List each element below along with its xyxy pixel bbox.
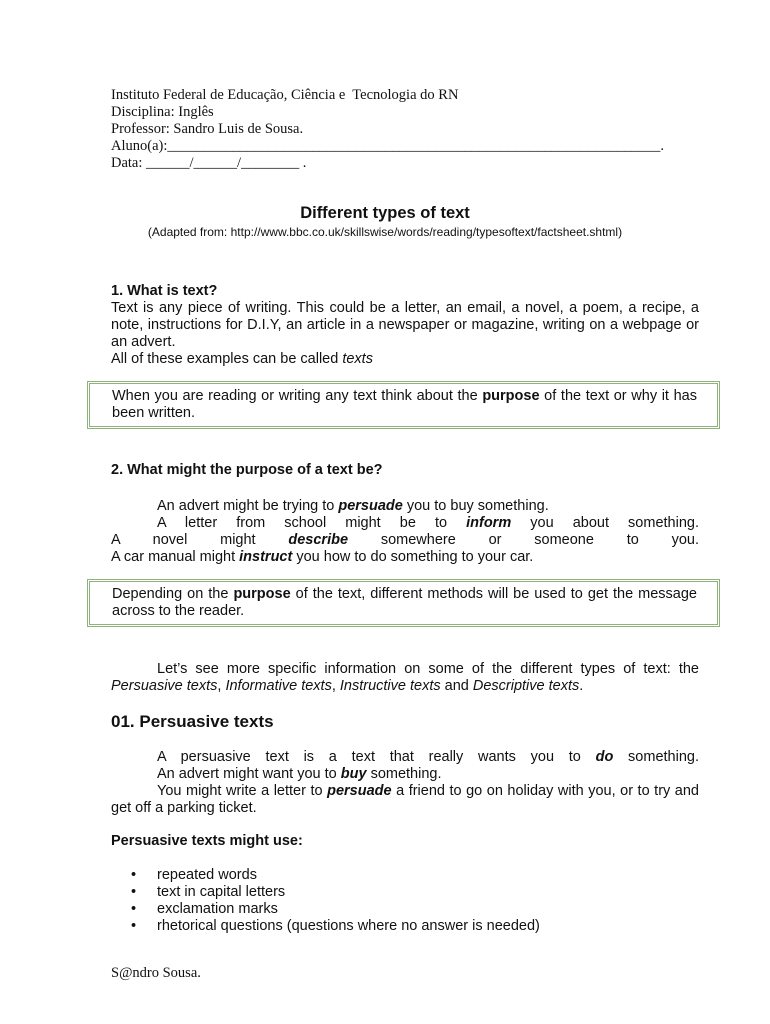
bold-text: purpose bbox=[233, 586, 291, 602]
list-item bbox=[111, 867, 699, 884]
title-block bbox=[0, 203, 770, 240]
persuasive-line bbox=[111, 783, 699, 817]
text-run: somewhere or someone to you. bbox=[348, 532, 699, 548]
text-type-name: Instructive texts bbox=[339, 678, 441, 694]
emphasis-text: persuade bbox=[338, 498, 403, 514]
persuasive-line bbox=[111, 749, 699, 766]
page-title: Different types of text bbox=[300, 204, 470, 222]
emphasis-text: buy bbox=[340, 766, 367, 782]
persuasive-description bbox=[111, 749, 699, 817]
list-item-text: exclamation marks bbox=[157, 901, 278, 917]
persuasive-line bbox=[111, 766, 699, 783]
text-run: and bbox=[440, 678, 473, 694]
emphasis-text: persuade bbox=[327, 783, 392, 799]
section-purpose bbox=[111, 462, 699, 566]
text-run: A persuasive text is a text that really wants you to bbox=[157, 749, 596, 765]
emphasis-text: describe bbox=[288, 532, 349, 548]
text-run: , bbox=[217, 678, 226, 694]
text-run: An advert might be trying to bbox=[157, 498, 339, 514]
teacher-line: Professor: Sandro Luis de Sousa. bbox=[111, 121, 304, 137]
purpose-callout-box bbox=[87, 381, 720, 429]
list-item-text: text in capital letters bbox=[157, 884, 286, 900]
section-heading: 1. What is text? bbox=[111, 283, 218, 299]
emphasis-text: do bbox=[595, 749, 614, 765]
text-run: of the text or why it has been written. bbox=[112, 388, 697, 421]
text-run: A letter from school might be to bbox=[157, 515, 467, 531]
bold-text: purpose bbox=[482, 388, 540, 404]
text-run: An advert might want you to bbox=[157, 766, 341, 782]
bullet-list bbox=[111, 867, 699, 935]
bullet-icon: • bbox=[131, 884, 137, 900]
text-run: you about something. bbox=[511, 515, 699, 531]
list-item-text: repeated words bbox=[157, 867, 257, 883]
text-type-name: Persuasive texts bbox=[111, 678, 218, 694]
text-run: You might write a letter to bbox=[157, 783, 328, 799]
emphasis-text: texts bbox=[342, 351, 373, 367]
institution-line: Instituto Federal de Educação, Ciência e Tecnologia do RN bbox=[111, 87, 459, 103]
emphasis-text: inform bbox=[466, 515, 512, 531]
text-run: Let’s see more specific information on some of the different types of text: the bbox=[157, 661, 699, 677]
emphasis-text: instruct bbox=[239, 549, 293, 565]
text-run: When you are reading or writing any text think about the bbox=[112, 388, 483, 404]
text-run: something. bbox=[613, 749, 699, 765]
text-run: . bbox=[579, 678, 584, 694]
persuasive-uses-list bbox=[111, 867, 699, 935]
text-type-name: Informative texts bbox=[225, 678, 332, 694]
list-item bbox=[111, 918, 699, 935]
text-type-name: Descriptive texts bbox=[472, 678, 580, 694]
text-run: of the text, different methods will be used to get the message across to the reader. bbox=[112, 586, 698, 619]
bullet-icon: • bbox=[131, 901, 137, 917]
bullet-icon: • bbox=[131, 867, 137, 883]
intro-paragraph bbox=[111, 661, 699, 695]
list-item bbox=[111, 901, 699, 918]
list-item-text: rhetorical questions (questions where no answer is needed) bbox=[157, 918, 540, 934]
text-run: A novel might bbox=[111, 532, 289, 548]
purpose-line bbox=[111, 515, 699, 532]
text-run: Depending on the bbox=[112, 586, 234, 602]
text-run: you how to do something to your car. bbox=[292, 549, 534, 565]
text-run: something. bbox=[366, 766, 442, 782]
student-name-line: Aluno(a):____________________________________________________________________. bbox=[111, 138, 664, 154]
bullet-icon: • bbox=[131, 918, 137, 934]
text-run: All of these examples can be called bbox=[111, 351, 343, 367]
section-paragraph: Text is any piece of writing. This could be a letter, an email, a novel, a poem, a recipe, a note, instructions for D.I.Y, an article in a newspaper or magazine, writing on a webpage or an advert. bbox=[111, 300, 699, 350]
section-heading-persuasive: 01. Persuasive texts bbox=[111, 712, 274, 731]
methods-callout-box bbox=[87, 579, 720, 627]
footer-signature: S@ndro Sousa. bbox=[111, 965, 201, 981]
purpose-line bbox=[111, 532, 699, 549]
purpose-line bbox=[111, 549, 699, 566]
list-item bbox=[111, 884, 699, 901]
section-heading: 2. What might the purpose of a text be? bbox=[111, 462, 383, 478]
text-run: you to buy something. bbox=[402, 498, 549, 514]
text-run: , bbox=[331, 678, 340, 694]
source-note: (Adapted from: http://www.bbc.co.uk/skillswise/words/reading/typesoftext/factsheet.shtml) bbox=[147, 225, 623, 239]
text-run: A car manual might bbox=[111, 549, 240, 565]
document-header bbox=[111, 87, 711, 172]
persuasive-uses-heading: Persuasive texts might use: bbox=[111, 833, 303, 849]
date-line: Data: ______/______/________ . bbox=[111, 155, 307, 171]
section-paragraph bbox=[111, 351, 699, 368]
text-run: a friend to go on holiday with you, or to try and get off a parking ticket. bbox=[111, 783, 699, 816]
section-what-is-text bbox=[111, 283, 699, 368]
subject-line: Disciplina: Inglês bbox=[111, 104, 214, 120]
purpose-line bbox=[111, 498, 699, 515]
